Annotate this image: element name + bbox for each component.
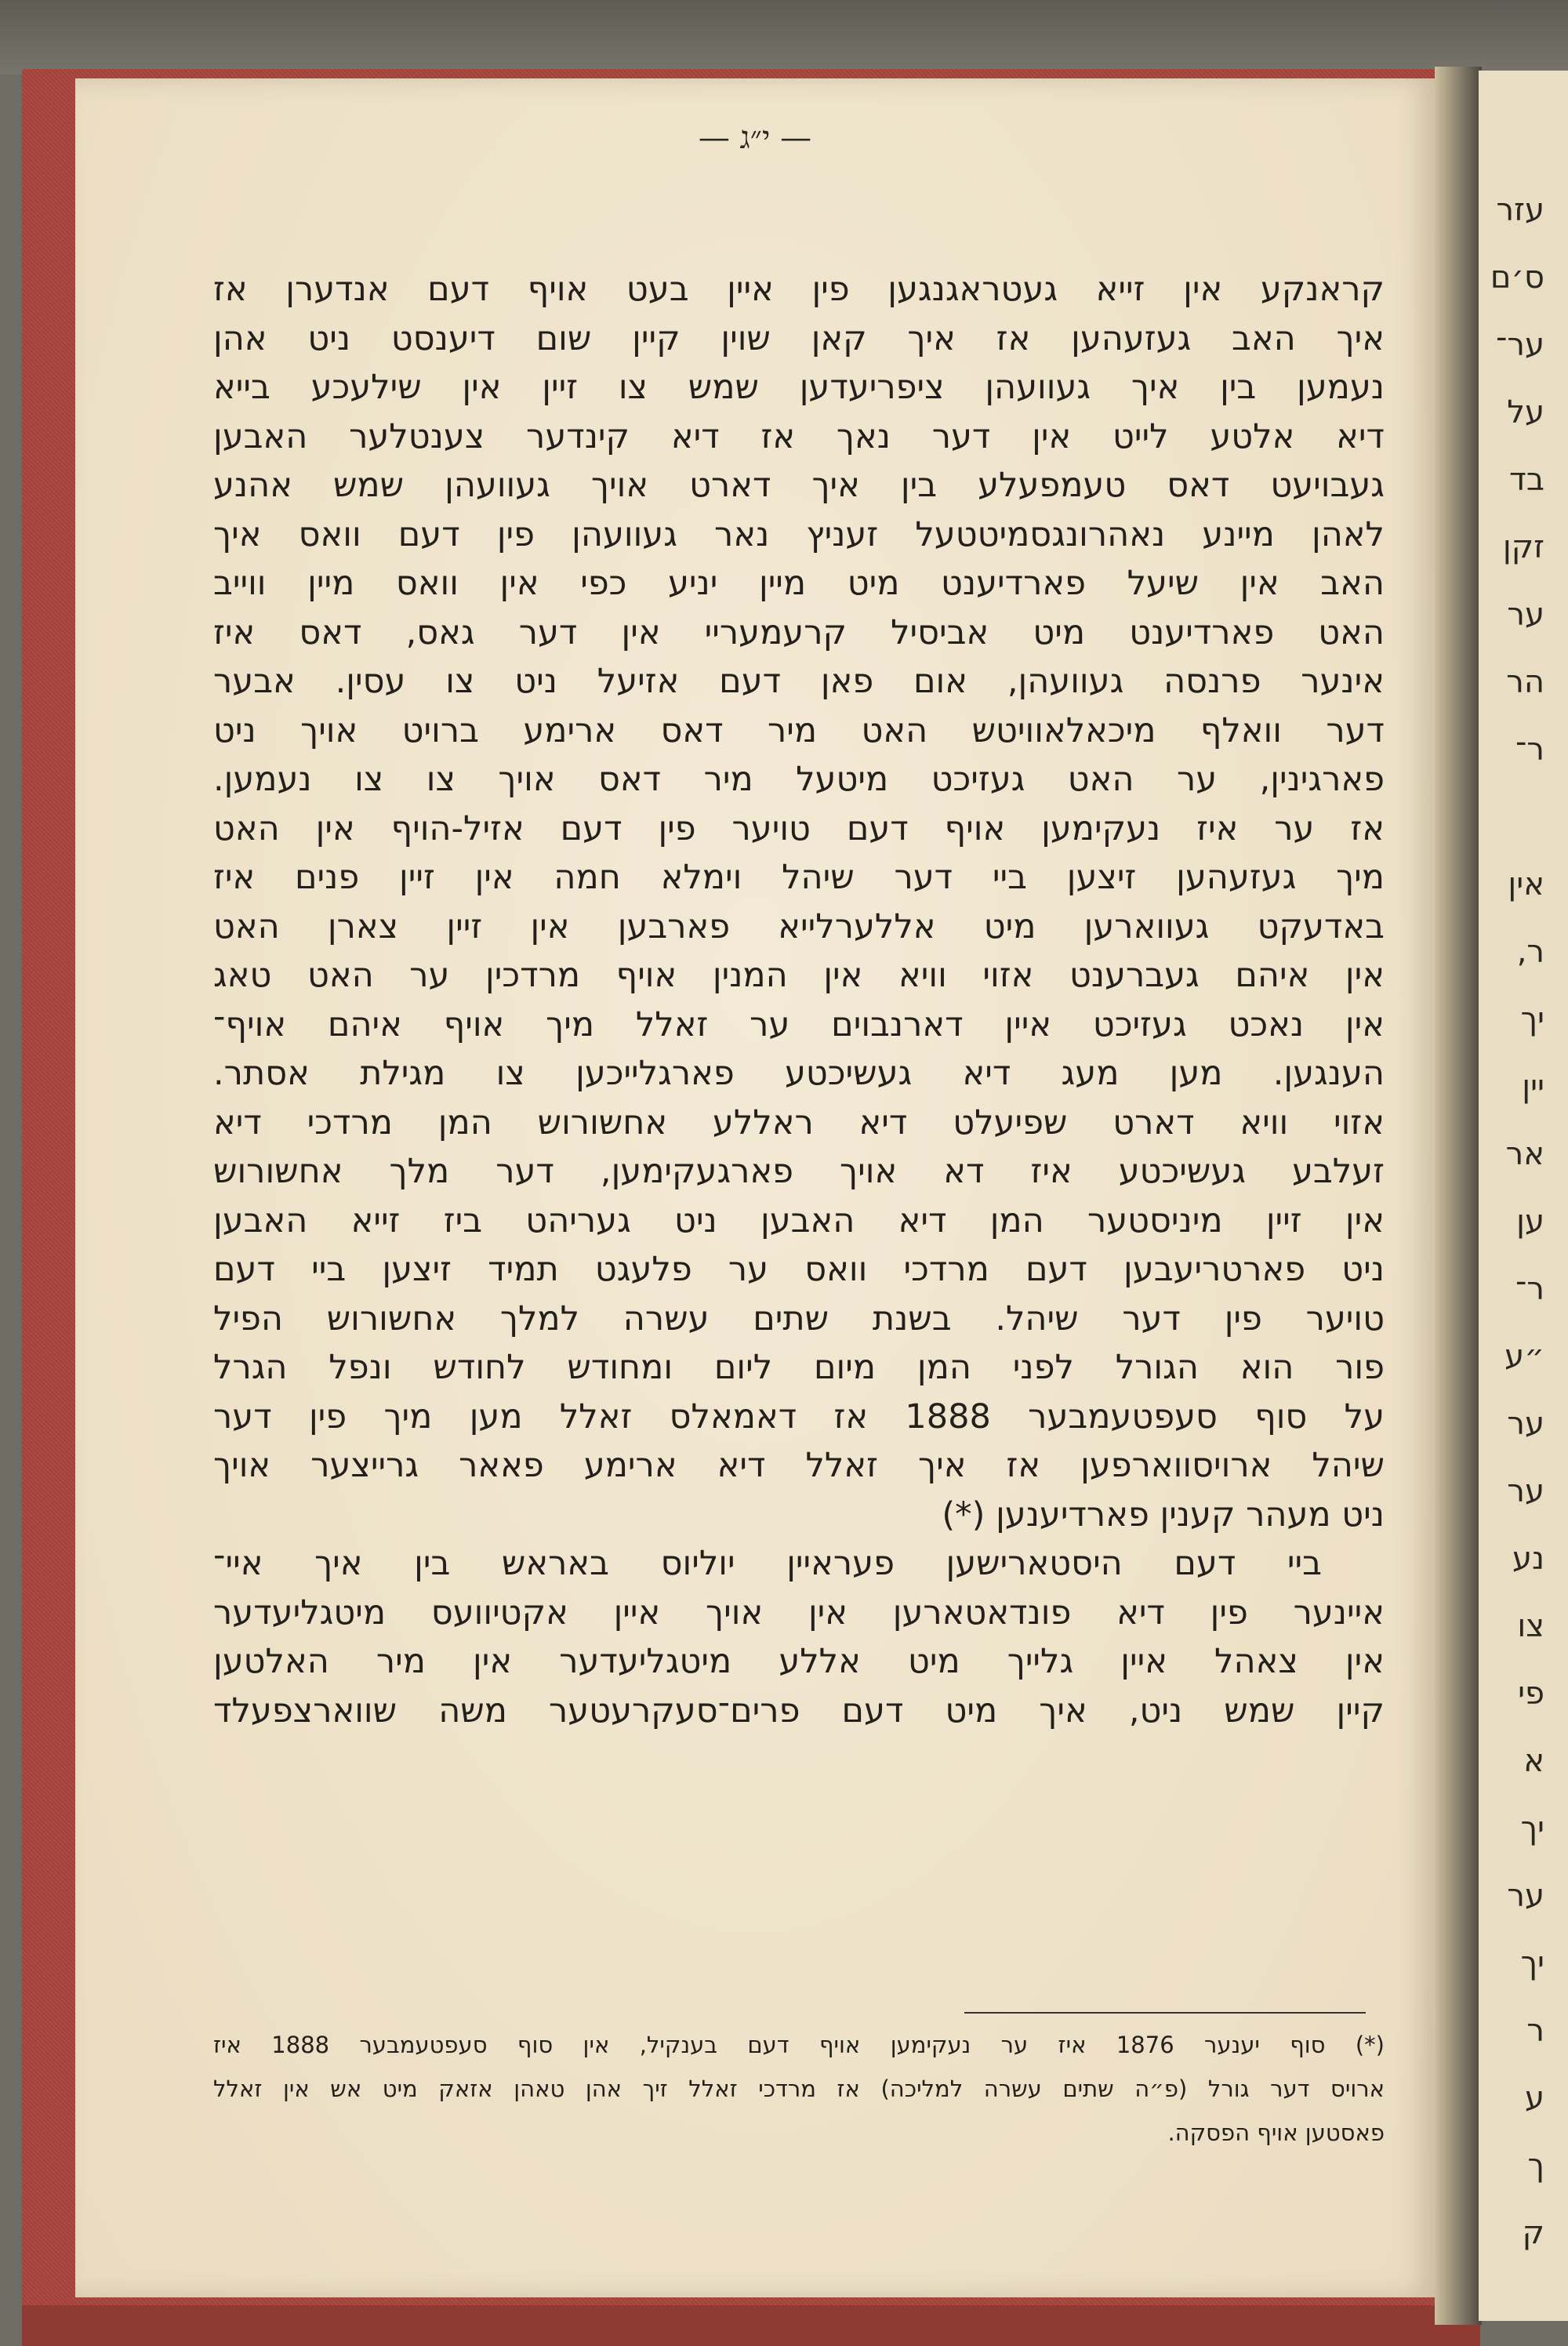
book-gutter <box>1435 67 1482 2325</box>
adjacent-page-fragment: ער־ <box>1495 327 1544 363</box>
adjacent-page-fragment: בד <box>1509 462 1544 498</box>
adjacent-page-fragment: אין <box>1508 866 1544 902</box>
footnote-rule <box>964 2012 1366 2014</box>
adjacent-page-fragment: ״ע <box>1504 1338 1544 1375</box>
footnote-line: (*) סוף יענער 1876 איז ער נעקימען אויף דעם בענקיל, אין סוף סעפטעמבער 1888 איז <box>213 2032 1385 2058</box>
text-line: דיא אלטע לייט אין דער נאך אז דיא קינדער צענטלער האבען <box>213 416 1385 456</box>
text-line: איינער פין דיא פונדאטארען אין אויך איין אקטיוועס מיטגליעדער <box>213 1592 1385 1632</box>
adjacent-page-fragment: ר, <box>1516 934 1544 970</box>
adjacent-page-fragment: ך <box>1527 2148 1544 2184</box>
adjacent-page-fragment: ר־ <box>1515 732 1544 768</box>
text-line: געבויעט דאס טעמפעלע בין איך דארט אויך געוועהן שמש אהנע <box>213 466 1385 505</box>
text-line: הענגען. מען מעג דיא געשיכטע פארגלייכען צו מגילת אסתר. <box>213 1054 1385 1093</box>
text-line: האט פארדיענט מיט אביסיל קרעמעריי אין דער גאס, דאס איז <box>213 612 1385 652</box>
scan-background <box>0 0 1568 74</box>
text-line: קיין שמש ניט, איך מיט דעם פרים־סעקרעטער משה שווארצפעלד <box>213 1690 1385 1730</box>
adjacent-page-fragment: ס׳ם <box>1490 260 1544 296</box>
text-line: אין נאכט געזיכט איין דארנבוים ער זאלל מיך אויף איהם אויף־ <box>213 1004 1385 1044</box>
adjacent-page-fragment: צו <box>1517 1608 1544 1644</box>
text-line: מיך געזעהען זיצען ביי דער שיהל וימלא חמה אין זיין פנים איז <box>213 858 1385 897</box>
adjacent-page-fragment: יך <box>1520 1001 1544 1037</box>
text-line: לאהן מיינע נאהרונגסמיטטעל זעניץ נאר געוועהן פין דעם וואס איך <box>213 514 1385 554</box>
adjacent-page-fragment: ר־ <box>1515 1271 1544 1307</box>
text-line: איך האב געזעהען אז איך קאן שוין קיין שום דיענסט ניט אהן <box>213 318 1385 358</box>
text-line: נעמען בין איך געוועהן ציפריעדען שמש צו זיין אין שילעכע בייא <box>213 368 1385 407</box>
text-line: אזוי וויא דארט שפיעלט דיא ראללע אחשורוש המן מרדכי דיא <box>213 1102 1385 1142</box>
text-line: דער וואלף מיכאלאוויטש האט מיר דאס ארימע ברויט אויך ניט <box>213 710 1385 750</box>
adjacent-page-fragment: אר <box>1505 1136 1544 1172</box>
text-line: פארגינין, ער האט געזיכט מיטעל מיר דאס אויך צו צו נעמען. <box>213 760 1385 799</box>
adjacent-page-fragment: זקן <box>1502 529 1544 565</box>
text-line: אין צאהל איין גלייך מיט אללע מיטגליעדער אין מיר האלטען <box>213 1642 1385 1681</box>
text-line: ביי דעם היסטארישען פעראיין יוליוס באראש בין איך איי־ <box>213 1544 1322 1583</box>
adjacent-page-fragment: ער <box>1507 1878 1544 1914</box>
book-cover-edge <box>22 2305 1480 2346</box>
adjacent-page-fragment: ק <box>1522 2215 1544 2251</box>
adjacent-page-fragment: ער <box>1507 1406 1544 1442</box>
adjacent-page-fragment: פי <box>1518 1676 1544 1712</box>
text-line: על סוף סעפטעמבער 1888 אז דאמאלס זאלל מען מיך פין דער <box>213 1396 1385 1436</box>
text-line: אינער פרנסה געוועהן, אום פאן דעם אזיעל ניט צו עסין. אבער <box>213 662 1385 701</box>
text-line: פור הוא הגורל לפני המן מיום ליום ומחודש לחודש ונפל הגרל <box>213 1348 1385 1387</box>
adjacent-page-fragment: ער <box>1507 1473 1544 1509</box>
adjacent-page-fragment: יין <box>1522 1069 1544 1105</box>
text-line: אז ער איז נעקימען אויף דעם טויער פין דעם אזיל-הויף אין האט <box>213 808 1385 848</box>
text-line: טויער פין דער שיהל. בשנת שתים עשרה למלך אחשורוש הפיל <box>213 1298 1385 1338</box>
adjacent-page-fragment: נע <box>1512 1541 1544 1577</box>
adjacent-page-fragment: יך <box>1520 1810 1544 1847</box>
footnote-line: פאסטען אויף הפסקה. <box>1167 2119 1385 2146</box>
adjacent-page-fragment: א <box>1523 1743 1544 1779</box>
adjacent-page-fragment: יך <box>1520 1945 1544 1981</box>
text-line: זעלבע געשיכטע איז דא אויך פארגעקימען, דער מלך אחשורוש <box>213 1152 1385 1191</box>
adjacent-page-fragment: ע <box>1524 2080 1544 2116</box>
text-line: ניט פארטריעבען דעם מרדכי וואס ער פלעגט תמיד זיצען ביי דעם <box>213 1250 1385 1289</box>
footnote-line: ארויס דער גורל (פ״ה שתים עשרה למליכה) אז מרדכי זאלל זיך אהן טאהן אזאק מיט אש אין זאלל <box>213 2075 1385 2102</box>
adjacent-page-fragment: עזר <box>1496 192 1544 228</box>
text-line: אין זיין מיניסטער המן דיא האבען ניט געריהט ביז זייא האבען <box>213 1200 1385 1240</box>
text-line: אין איהם געברענט אזוי וויא אין המנין אויף מרדכין ער האט טאג <box>213 956 1385 995</box>
text-line: באדעקט געווארען מיט אללערלייא פארבען אין זיין צארן האט <box>213 906 1385 946</box>
text-line: האב אין שיעל פארדיענט מיט מיין יניע כפי אין וואס מיין ווייב <box>213 564 1385 603</box>
adjacent-page-fragment: ען <box>1516 1204 1544 1240</box>
adjacent-page-fragment: על <box>1507 394 1544 430</box>
adjacent-page-edge <box>1479 71 1568 2321</box>
adjacent-page-fragment: ר <box>1526 2013 1544 2049</box>
book-page <box>75 78 1435 2297</box>
footnotes <box>213 2023 1385 2155</box>
text-line: קראנקע אין זייא געטראגנגען פין איין בעט אויף דעם אנדערן אז <box>213 270 1385 309</box>
text-line: ניט מעהר קענין פארדיענען (*) <box>942 1494 1385 1534</box>
page-number-header: — י״ג — <box>698 120 812 156</box>
body-text <box>213 265 1385 1735</box>
text-line: שיהל ארויסווארפען אז איך זאלל דיא ארימע פאאר גרייצער אויך <box>213 1446 1385 1485</box>
adjacent-page-fragment: הר <box>1506 664 1544 700</box>
adjacent-page-fragment: ער <box>1507 597 1544 633</box>
